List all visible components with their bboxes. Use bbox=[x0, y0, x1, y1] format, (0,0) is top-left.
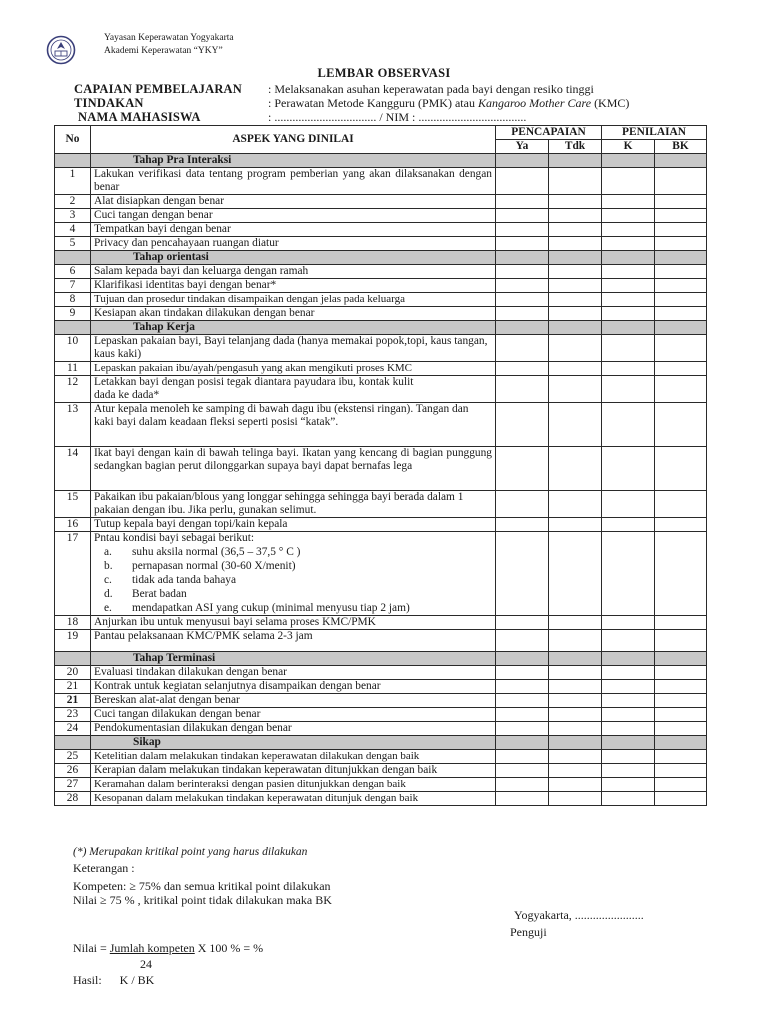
row-aspect: Ikat bayi dengan kain di bawah telinga bayi. Ikatan yang kencang di bagian punggung sedangkan bagian perut dilonggarkan supaya bayi dapat bernafas lega bbox=[91, 447, 496, 491]
header-no: No bbox=[55, 126, 91, 154]
cell-ya[interactable] bbox=[496, 764, 549, 778]
row-number: 1 bbox=[55, 168, 91, 195]
table-row bbox=[55, 778, 707, 792]
examiner-label: Penguji bbox=[510, 925, 547, 939]
table-row bbox=[55, 265, 707, 279]
cell-ya[interactable] bbox=[496, 362, 549, 376]
cell-tdk[interactable] bbox=[549, 532, 602, 616]
action-value-italic: Kangaroo Mother Care bbox=[477, 96, 592, 110]
document-title: LEMBAR OBSERVASI bbox=[317, 66, 451, 80]
student-name-label: NAMA MAHASISWA bbox=[78, 110, 201, 124]
cell-tdk[interactable] bbox=[549, 279, 602, 293]
stage-label: Tahap orientasi bbox=[91, 251, 496, 265]
cell-ya[interactable] bbox=[496, 335, 549, 362]
cell-k[interactable] bbox=[602, 518, 655, 532]
cell-ya[interactable] bbox=[496, 209, 549, 223]
row-aspect: Tujuan dan prosedur tindakan disampaikan dengan jelas pada keluarga bbox=[91, 293, 496, 307]
cell-bk[interactable] bbox=[655, 666, 707, 680]
cell-ya[interactable] bbox=[496, 195, 549, 209]
cell-k[interactable] bbox=[602, 750, 655, 764]
row-number: 4 bbox=[55, 223, 91, 237]
place-date-field[interactable]: Yogyakarta, ....................... bbox=[514, 908, 644, 922]
row-aspect: Bereskan alat-alat dengan benar bbox=[91, 694, 496, 708]
cell-bk[interactable] bbox=[655, 403, 707, 447]
cell-bk[interactable] bbox=[655, 223, 707, 237]
cell-ya[interactable] bbox=[496, 223, 549, 237]
table-row bbox=[55, 335, 707, 362]
score-denominator: 24 bbox=[140, 957, 152, 971]
header-bk: BK bbox=[655, 140, 707, 154]
cell-tdk[interactable] bbox=[549, 237, 602, 251]
row-aspect: Letakkan bayi dengan posisi tegak diantara payudara ibu, kontak kulit dada ke dada* bbox=[91, 376, 496, 403]
cell-bk[interactable] bbox=[655, 168, 707, 195]
list-item bbox=[104, 601, 492, 615]
row-aspect: Keramahan dalam berinteraksi dengan pasien ditunjukkan dengan baik bbox=[91, 778, 496, 792]
row-aspect: Lepaskan pakaian ibu/ayah/pengasuh yang akan mengikuti proses KMC bbox=[91, 362, 496, 376]
table-row bbox=[55, 666, 707, 680]
action-value-suffix: (KMC) bbox=[591, 96, 630, 110]
list-item bbox=[104, 587, 492, 601]
cell-tdk[interactable] bbox=[549, 307, 602, 321]
action-value-prefix: : Perawatan Metode Kangguru (PMK) atau bbox=[268, 96, 478, 110]
monitoring-subitem-list bbox=[94, 545, 492, 615]
table-row bbox=[55, 195, 707, 209]
cell-k[interactable] bbox=[602, 362, 655, 376]
stage-label: Sikap bbox=[91, 736, 496, 750]
subitem-text: suhu aksila normal (36,5 – 37,5 ° C ) bbox=[132, 546, 301, 558]
row-number: 21 bbox=[55, 680, 91, 694]
cell-ya[interactable] bbox=[496, 722, 549, 736]
row-aspect: Tempatkan bayi dengan benar bbox=[91, 223, 496, 237]
cell-bk[interactable] bbox=[655, 708, 707, 722]
institution-name: Yayasan Keperawatan Yogyakarta bbox=[104, 33, 234, 43]
cell-bk[interactable] bbox=[655, 630, 707, 652]
cell-k[interactable] bbox=[602, 630, 655, 652]
cell-tdk[interactable] bbox=[549, 491, 602, 518]
row-number: 14 bbox=[55, 447, 91, 491]
list-item bbox=[104, 559, 492, 573]
cell-k[interactable] bbox=[602, 195, 655, 209]
cell-bk[interactable] bbox=[655, 750, 707, 764]
table-row bbox=[55, 792, 707, 806]
table-row bbox=[55, 750, 707, 764]
cell-tdk[interactable] bbox=[549, 265, 602, 279]
subitem-marker: c. bbox=[104, 574, 112, 586]
list-item bbox=[104, 545, 492, 559]
score-numerator: Jumlah kompeten bbox=[109, 941, 195, 955]
cell-ya[interactable] bbox=[496, 279, 549, 293]
legend-competent: Kompeten: ≥ 75% dan semua kritikal point dilakukan bbox=[73, 879, 331, 893]
row-number: 25 bbox=[55, 750, 91, 764]
legend-title: Keterangan : bbox=[73, 861, 135, 875]
row-aspect: Pendokumentasian dilakukan dengan benar bbox=[91, 722, 496, 736]
row-number: 18 bbox=[55, 616, 91, 630]
table-row bbox=[55, 630, 707, 652]
cell-k[interactable] bbox=[602, 403, 655, 447]
stage-label: Tahap Terminasi bbox=[91, 652, 496, 666]
cell-k[interactable] bbox=[602, 376, 655, 403]
row-aspect: Pntau kondisi bayi sebagai berikut: bbox=[94, 532, 255, 544]
cell-tdk[interactable] bbox=[549, 708, 602, 722]
stage-row-pra-interaksi bbox=[55, 154, 707, 168]
table-row bbox=[55, 293, 707, 307]
critical-point-note: (*) Merupakan kritikal point yang harus dilakukan bbox=[73, 846, 308, 858]
cell-bk[interactable] bbox=[655, 376, 707, 403]
cell-bk[interactable] bbox=[655, 335, 707, 362]
cell-k[interactable] bbox=[602, 694, 655, 708]
table-row bbox=[55, 722, 707, 736]
stage-label: Tahap Pra Interaksi bbox=[91, 154, 496, 168]
row-aspect: Lepaskan pakaian bayi, Bayi telanjang dada (hanya memakai popok,topi, kaus tangan, kaus kaki) bbox=[91, 335, 496, 362]
student-name-field[interactable]: : .................................. / NIM : .................................... bbox=[268, 110, 527, 124]
row-aspect: Privacy dan pencahayaan ruangan diatur bbox=[91, 237, 496, 251]
row-aspect: Kesopanan dalam melakukan tindakan keperawatan ditunjuk dengan baik bbox=[91, 792, 496, 806]
table-row bbox=[55, 376, 707, 403]
table-row bbox=[55, 764, 707, 778]
row-number: 16 bbox=[55, 518, 91, 532]
row-number: 8 bbox=[55, 293, 91, 307]
cell-k[interactable] bbox=[602, 209, 655, 223]
row-number: 17 bbox=[55, 532, 91, 616]
row-aspect-with-subitems bbox=[91, 532, 496, 616]
stage-row-terminasi bbox=[55, 652, 707, 666]
row-number: 21 bbox=[55, 694, 91, 708]
row-number: 11 bbox=[55, 362, 91, 376]
cell-bk[interactable] bbox=[655, 532, 707, 616]
table-row bbox=[55, 491, 707, 518]
row-number: 23 bbox=[55, 708, 91, 722]
row-number: 26 bbox=[55, 764, 91, 778]
row-number: 19 bbox=[55, 630, 91, 652]
row-aspect: Ketelitian dalam melakukan tindakan keperawatan dilakukan dengan baik bbox=[91, 750, 496, 764]
cell-tdk[interactable] bbox=[549, 630, 602, 652]
cell-ya[interactable] bbox=[496, 168, 549, 195]
cell-tdk[interactable] bbox=[549, 792, 602, 806]
cell-ya[interactable] bbox=[496, 680, 549, 694]
academy-logo-icon bbox=[46, 35, 76, 65]
table-row bbox=[55, 362, 707, 376]
table-row bbox=[55, 518, 707, 532]
cell-tdk[interactable] bbox=[549, 778, 602, 792]
cell-ya[interactable] bbox=[496, 630, 549, 652]
cell-k[interactable] bbox=[602, 491, 655, 518]
subitem-marker: b. bbox=[104, 560, 113, 572]
cell-bk[interactable] bbox=[655, 680, 707, 694]
cell-k[interactable] bbox=[602, 666, 655, 680]
row-number: 13 bbox=[55, 403, 91, 447]
table-row bbox=[55, 616, 707, 630]
cell-bk[interactable] bbox=[655, 209, 707, 223]
cell-bk[interactable] bbox=[655, 447, 707, 491]
cell-bk[interactable] bbox=[655, 237, 707, 251]
cell-tdk[interactable] bbox=[549, 223, 602, 237]
subitem-text: tidak ada tanda bahaya bbox=[132, 574, 237, 586]
cell-tdk[interactable] bbox=[549, 403, 602, 447]
cell-tdk[interactable] bbox=[549, 376, 602, 403]
cell-ya[interactable] bbox=[496, 447, 549, 491]
action-label: TINDAKAN bbox=[74, 96, 144, 110]
cell-ya[interactable] bbox=[496, 708, 549, 722]
cell-tdk[interactable] bbox=[549, 293, 602, 307]
table-row bbox=[55, 447, 707, 491]
cell-tdk[interactable] bbox=[549, 447, 602, 491]
row-number: 5 bbox=[55, 237, 91, 251]
cell-k[interactable] bbox=[602, 335, 655, 362]
score-prefix: Nilai = bbox=[73, 941, 110, 955]
cell-bk[interactable] bbox=[655, 293, 707, 307]
row-number: 7 bbox=[55, 279, 91, 293]
row-aspect: Tutup kepala bayi dengan topi/kain kepala bbox=[91, 518, 496, 532]
cell-k[interactable] bbox=[602, 778, 655, 792]
row-number: 24 bbox=[55, 722, 91, 736]
cell-ya[interactable] bbox=[496, 307, 549, 321]
legend-not-competent: Nilai ≥ 75 % , kritikal point tidak dilakukan maka BK bbox=[73, 893, 332, 907]
cell-k[interactable] bbox=[602, 447, 655, 491]
cell-tdk[interactable] bbox=[549, 764, 602, 778]
header-ya: Ya bbox=[496, 140, 549, 154]
cell-bk[interactable] bbox=[655, 491, 707, 518]
table-row bbox=[55, 708, 707, 722]
cell-ya[interactable] bbox=[496, 376, 549, 403]
cell-bk[interactable] bbox=[655, 279, 707, 293]
subitem-marker: e. bbox=[104, 602, 112, 614]
cell-bk[interactable] bbox=[655, 195, 707, 209]
cell-ya[interactable] bbox=[496, 532, 549, 616]
cell-bk[interactable] bbox=[655, 694, 707, 708]
row-aspect: Atur kepala menoleh ke samping di bawah dagu ibu (ekstensi ringan). Tangan dan kaki bayi dalam keadaan fleksi seperti posisi “katak”. bbox=[91, 403, 496, 447]
cell-tdk[interactable] bbox=[549, 195, 602, 209]
subitem-text: Berat badan bbox=[132, 588, 187, 600]
result-field[interactable]: Hasil: K / BK bbox=[73, 973, 155, 987]
cell-k[interactable] bbox=[602, 764, 655, 778]
stage-row-sikap bbox=[55, 736, 707, 750]
score-formula bbox=[73, 941, 263, 956]
cell-ya[interactable] bbox=[496, 237, 549, 251]
cell-bk[interactable] bbox=[655, 362, 707, 376]
cell-bk[interactable] bbox=[655, 792, 707, 806]
cell-tdk[interactable] bbox=[549, 616, 602, 630]
cell-bk[interactable] bbox=[655, 764, 707, 778]
row-aspect: Evaluasi tindakan dilakukan dengan benar bbox=[91, 666, 496, 680]
cell-bk[interactable] bbox=[655, 722, 707, 736]
table-row bbox=[55, 223, 707, 237]
action-value bbox=[268, 96, 629, 111]
row-aspect: Kesiapan akan tindakan dilakukan dengan benar bbox=[91, 307, 496, 321]
list-item bbox=[104, 573, 492, 587]
subitem-marker: d. bbox=[104, 588, 113, 600]
cell-ya[interactable] bbox=[496, 694, 549, 708]
cell-bk[interactable] bbox=[655, 518, 707, 532]
header-k: K bbox=[602, 140, 655, 154]
row-aspect: Lakukan verifikasi data tentang program pemberian yang akan dilaksanakan dengan benar bbox=[91, 168, 496, 195]
cell-ya[interactable] bbox=[496, 750, 549, 764]
cell-k[interactable] bbox=[602, 792, 655, 806]
stage-row-kerja bbox=[55, 321, 707, 335]
cell-tdk[interactable] bbox=[549, 694, 602, 708]
cell-k[interactable] bbox=[602, 616, 655, 630]
row-number: 2 bbox=[55, 195, 91, 209]
cell-tdk[interactable] bbox=[549, 168, 602, 195]
row-number: 10 bbox=[55, 335, 91, 362]
cell-k[interactable] bbox=[602, 680, 655, 694]
row-aspect: Klarifikasi identitas bayi dengan benar* bbox=[91, 279, 496, 293]
row-aspect: Cuci tangan dilakukan dengan benar bbox=[91, 708, 496, 722]
table-row bbox=[55, 403, 707, 447]
row-number: 3 bbox=[55, 209, 91, 223]
cell-ya[interactable] bbox=[496, 265, 549, 279]
table-row bbox=[55, 237, 707, 251]
table-row bbox=[55, 694, 707, 708]
cell-k[interactable] bbox=[602, 168, 655, 195]
row-number: 12 bbox=[55, 376, 91, 403]
cell-tdk[interactable] bbox=[549, 518, 602, 532]
header-assessment: PENILAIAN bbox=[602, 126, 707, 140]
row-aspect: Alat disiapkan dengan benar bbox=[91, 195, 496, 209]
subitem-text: pernapasan normal (30-60 X/menit) bbox=[132, 560, 296, 572]
cell-k[interactable] bbox=[602, 722, 655, 736]
table-row bbox=[55, 680, 707, 694]
academy-name: Akademi Keperawatan “YKY” bbox=[104, 46, 223, 56]
row-aspect: Salam kepada bayi dan keluarga dengan ramah bbox=[91, 265, 496, 279]
learning-outcome-value: : Melaksanakan asuhan keperawatan pada bayi dengan resiko tinggi bbox=[268, 82, 594, 96]
cell-tdk[interactable] bbox=[549, 680, 602, 694]
cell-bk[interactable] bbox=[655, 307, 707, 321]
table-row bbox=[55, 209, 707, 223]
cell-tdk[interactable] bbox=[549, 750, 602, 764]
header-achievement: PENCAPAIAN bbox=[496, 126, 602, 140]
observation-table bbox=[54, 125, 707, 806]
cell-k[interactable] bbox=[602, 307, 655, 321]
cell-k[interactable] bbox=[602, 237, 655, 251]
row-aspect: Cuci tangan dengan benar bbox=[91, 209, 496, 223]
cell-ya[interactable] bbox=[496, 403, 549, 447]
table-row bbox=[55, 532, 707, 616]
header-aspect: ASPEK YANG DINILAI bbox=[91, 126, 496, 154]
row-number: 6 bbox=[55, 265, 91, 279]
cell-tdk[interactable] bbox=[549, 666, 602, 680]
cell-ya[interactable] bbox=[496, 293, 549, 307]
row-aspect: Kerapian dalam melakukan tindakan keperawatan ditunjukkan dengan baik bbox=[91, 764, 496, 778]
cell-tdk[interactable] bbox=[549, 209, 602, 223]
cell-k[interactable] bbox=[602, 223, 655, 237]
cell-tdk[interactable] bbox=[549, 335, 602, 362]
table-row bbox=[55, 279, 707, 293]
subitem-text: mendapatkan ASI yang cukup (minimal menyusu tiap 2 jam) bbox=[132, 602, 410, 614]
stage-row-orientasi bbox=[55, 251, 707, 265]
cell-ya[interactable] bbox=[496, 518, 549, 532]
learning-outcome-label: CAPAIAN PEMBELAJARAN bbox=[74, 82, 243, 96]
cell-k[interactable] bbox=[602, 708, 655, 722]
row-aspect: Anjurkan ibu untuk menyusui bayi selama proses KMC/PMK bbox=[91, 616, 496, 630]
cell-bk[interactable] bbox=[655, 616, 707, 630]
cell-bk[interactable] bbox=[655, 778, 707, 792]
cell-ya[interactable] bbox=[496, 491, 549, 518]
table-row bbox=[55, 168, 707, 195]
row-aspect: Pakaikan ibu pakaian/blous yang longgar sehingga sehingga bayi berada dalam 1 pakaian dengan ibu. Jika perlu, gunakan selimut. bbox=[91, 491, 496, 518]
cell-ya[interactable] bbox=[496, 666, 549, 680]
score-suffix: X 100 % = % bbox=[194, 941, 264, 955]
cell-k[interactable] bbox=[602, 293, 655, 307]
cell-tdk[interactable] bbox=[549, 722, 602, 736]
row-aspect: Kontrak untuk kegiatan selanjutnya disampaikan dengan benar bbox=[91, 680, 496, 694]
cell-k[interactable] bbox=[602, 279, 655, 293]
cell-tdk[interactable] bbox=[549, 362, 602, 376]
row-number: 20 bbox=[55, 666, 91, 680]
header-tdk: Tdk bbox=[549, 140, 602, 154]
row-number: 9 bbox=[55, 307, 91, 321]
table-row bbox=[55, 307, 707, 321]
row-number: 27 bbox=[55, 778, 91, 792]
cell-ya[interactable] bbox=[496, 778, 549, 792]
row-aspect: Pantau pelaksanaan KMC/PMK selama 2-3 jam bbox=[91, 630, 496, 652]
stage-label: Tahap Kerja bbox=[91, 321, 496, 335]
cell-ya[interactable] bbox=[496, 792, 549, 806]
cell-ya[interactable] bbox=[496, 616, 549, 630]
cell-k[interactable] bbox=[602, 532, 655, 616]
cell-bk[interactable] bbox=[655, 265, 707, 279]
row-number: 15 bbox=[55, 491, 91, 518]
subitem-marker: a. bbox=[104, 546, 112, 558]
row-number: 28 bbox=[55, 792, 91, 806]
cell-k[interactable] bbox=[602, 265, 655, 279]
